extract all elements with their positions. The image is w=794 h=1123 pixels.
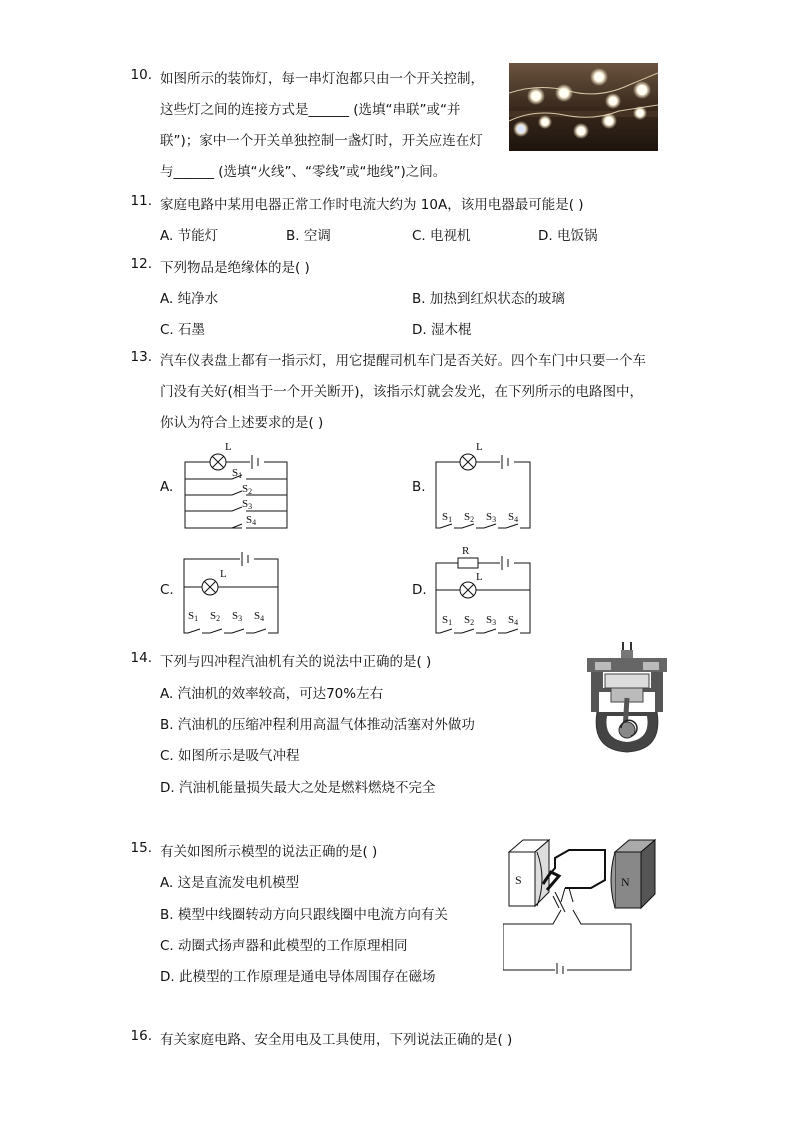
svg-text:S1: S1 (442, 614, 453, 627)
question-14-number: 14. (130, 650, 152, 666)
question-11-stem: 家庭电路中某用电器正常工作时电流大约为 10A，该用电器最可能是( ) (160, 197, 584, 213)
magnet-north-label: N (621, 875, 630, 889)
question-14-option-b[interactable]: B. 汽油机的压缩冲程利用高温气体推动活塞对外做功 (160, 717, 475, 733)
question-15-option-b[interactable]: B. 模型中线圈转动方向只跟线圈中电流方向有关 (160, 907, 448, 923)
svg-text:R: R (462, 545, 470, 557)
question-14-option-c[interactable]: C. 如图所示是吸气冲程 (160, 748, 300, 764)
svg-text:S1: S1 (442, 511, 453, 524)
svg-text:L: L (476, 571, 483, 583)
question-14-stem: 下列与四冲程汽油机有关的说法中正确的是( ) (160, 654, 432, 670)
question-13-line-2: 门没有关好(相当于一个开关断开)，该指示灯就会发光，在下列所示的电路图中， (160, 384, 644, 400)
motor-model-figure (503, 832, 658, 974)
question-15-option-a[interactable]: A. 这是直流发电机模型 (160, 875, 300, 891)
question-12-option-a[interactable]: A. 纯净水 (160, 291, 219, 307)
question-14-option-d[interactable]: D. 汽油机能量损失最大之处是燃料燃烧不完全 (160, 780, 436, 796)
question-12-option-d[interactable]: D. 湿木棍 (412, 322, 472, 338)
question-10-line-4: 与______ (选填“火线”、“零线”或“地线”)之间。 (160, 164, 447, 180)
svg-text:L: L (220, 568, 227, 580)
question-15-stem: 有关如图所示模型的说法正确的是( ) (160, 844, 378, 860)
svg-text:S2: S2 (464, 511, 475, 524)
svg-text:S4: S4 (508, 511, 519, 524)
question-15-number: 15. (130, 840, 152, 856)
question-11-option-d[interactable]: D. 电饭锅 (538, 228, 598, 244)
svg-text:L: L (476, 441, 483, 453)
svg-text:S4: S4 (508, 614, 519, 627)
question-16-number: 16. (130, 1028, 152, 1044)
question-11-option-b[interactable]: B. 空调 (286, 228, 331, 244)
question-13-line-1: 汽车仪表盘上都有一指示灯，用它提醒司机车门是否关好。四个车门中只要一个车 (160, 353, 646, 369)
question-11-option-c[interactable]: C. 电视机 (412, 228, 471, 244)
svg-text:S4: S4 (246, 514, 257, 527)
question-13-option-a[interactable]: A. (160, 479, 174, 495)
question-14-option-a[interactable]: A. 汽油机的效率较高，可达70%左右 (160, 686, 384, 702)
svg-text:S3: S3 (232, 610, 243, 623)
question-12-option-b[interactable]: B. 加热到红炽状态的玻璃 (412, 291, 565, 307)
question-11-option-a[interactable]: A. 节能灯 (160, 228, 219, 244)
svg-text:S1: S1 (232, 467, 243, 480)
question-15-option-d[interactable]: D. 此模型的工作原理是通电导体周围存在磁场 (160, 969, 436, 985)
circuit-diagram-b (432, 440, 542, 532)
question-10-number: 10. (130, 67, 152, 83)
question-15-option-c[interactable]: C. 动圈式扬声器和此模型的工作原理相同 (160, 938, 408, 954)
question-10-line-3: 联”)；家中一个开关单独控制一盏灯时，开关应连在灯 (160, 133, 483, 149)
circuit-diagram-c (180, 545, 290, 637)
circuit-a-lamp-label: L (225, 441, 232, 453)
question-13-line-3: 你认为符合上述要求的是( ) (160, 415, 324, 431)
svg-text:S3: S3 (242, 498, 253, 511)
decorative-lights-photo (509, 63, 658, 151)
svg-text:S1: S1 (188, 610, 199, 623)
question-16-stem: 有关家庭电路、安全用电及工具使用，下列说法正确的是( ) (160, 1032, 513, 1048)
question-12-number: 12. (130, 256, 152, 272)
svg-text:S2: S2 (464, 614, 475, 627)
svg-text:S2: S2 (242, 483, 253, 496)
question-13-option-c[interactable]: C. (160, 582, 174, 598)
question-12-stem: 下列物品是绝缘体的是( ) (160, 260, 310, 276)
engine-cylinder-figure (585, 640, 669, 758)
question-10-line-1: 如图所示的装饰灯，每一串灯泡都只由一个开关控制， (160, 71, 484, 87)
question-10-line-2: 这些灯之间的连接方式是______ (选填“串联”或“并 (160, 102, 461, 118)
svg-text:S4: S4 (254, 610, 265, 623)
svg-text:S3: S3 (486, 614, 497, 627)
circuit-diagram-d (432, 545, 542, 637)
question-13-option-d[interactable]: D. (412, 582, 427, 598)
question-13-number: 13. (130, 349, 152, 365)
question-13-option-b[interactable]: B. (412, 479, 426, 495)
svg-text:S3: S3 (486, 511, 497, 524)
magnet-south-label: S (515, 873, 522, 887)
question-11-number: 11. (130, 193, 152, 209)
svg-text:S2: S2 (210, 610, 221, 623)
question-12-option-c[interactable]: C. 石墨 (160, 322, 206, 338)
circuit-diagram-a (180, 440, 295, 532)
